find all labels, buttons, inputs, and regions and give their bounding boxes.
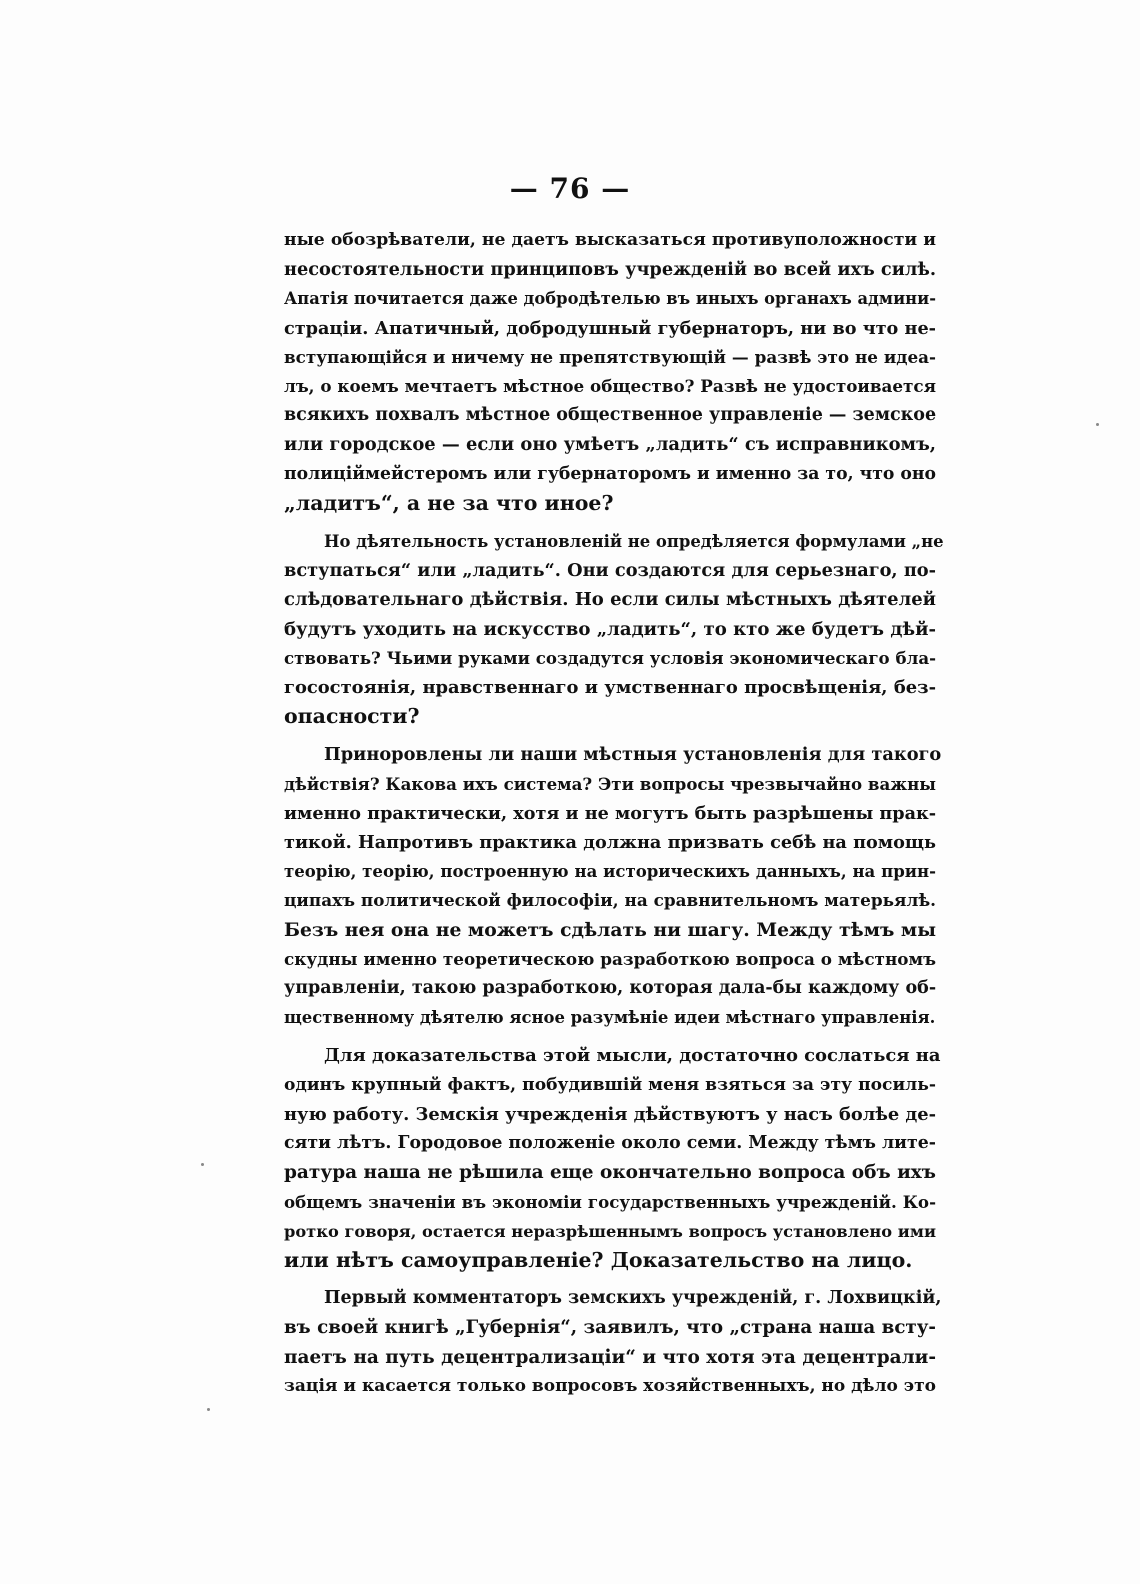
text-line: паетъ на путь децентрализаціи“ и что хотя эта децентрали- — [284, 1346, 936, 1368]
text-line: ствовать? Чьими руками создадутся условія экономическаго бла- — [284, 647, 936, 668]
text-line: зація и касается только вопросовъ хозяйственныхъ, но дѣло это — [284, 1375, 936, 1396]
text-line: общемъ значеніи въ экономіи государственныхъ учрежденій. Ко- — [284, 1191, 936, 1212]
text-line: опасности? — [284, 704, 420, 729]
text-line: ратура наша не рѣшила еще окончательно вопроса объ ихъ — [284, 1162, 936, 1184]
text-line: Приноровлены ли наши мѣстныя установленія для такого — [324, 744, 942, 766]
text-line: ные обозрѣватели, не даетъ высказаться противуположности и — [284, 230, 936, 250]
text-line: страціи. Апатичный, добродушный губернаторъ, ни во что не- — [284, 317, 936, 339]
text-line: щественному дѣятелю ясное разумѣніе идеи мѣстнаго управленія. — [284, 1008, 936, 1028]
text-line: будутъ уходить на искусство „ладить“, то кто же будетъ дѣй- — [284, 618, 936, 640]
text-line: полиціймейстеромъ или губернаторомъ и именно за то, что оно — [284, 463, 936, 484]
text-line: всякихъ похвалъ мѣстное общественное управленіе — земское — [284, 405, 937, 426]
scan-speck — [207, 1408, 210, 1411]
text-line: ную работу. Земскія учрежденія дѣйствуютъ у насъ болѣе де- — [284, 1103, 936, 1125]
text-line: Апатія почитается даже добродѣтелью въ иныхъ органахъ админи- — [284, 289, 936, 309]
body-text — [284, 226, 944, 1410]
scan-speck — [201, 1163, 204, 1166]
scan-speck — [1096, 423, 1099, 426]
text-line: слѣдовательнаго дѣйствія. Но если силы мѣстныхъ дѣятелей — [284, 589, 936, 611]
text-line: тикой. Напротивъ практика должна призвать себѣ на помощь — [284, 832, 936, 854]
text-line: въ своей книгѣ „Губернія“, заявилъ, что „страна наша всту- — [284, 1317, 936, 1339]
text-line: лъ, о коемъ мечтаетъ мѣстное общество? Развѣ не удостоивается — [284, 376, 936, 397]
text-line: или городское — если оно умѣетъ „ладить“ съ исправникомъ, — [284, 434, 936, 456]
text-line: Первый комментаторъ земскихъ учрежденій, г. Лохвицкій, — [324, 1288, 942, 1309]
paragraph-5 — [284, 1284, 942, 1401]
page-number: — 76 — — [509, 172, 631, 205]
text-line: дѣйствія? Какова ихъ система? Эти вопросы чрезвычайно важны — [284, 773, 936, 794]
text-line: ципахъ политической философіи, на сравнительномъ матерьялѣ. — [284, 890, 936, 911]
text-line: Безъ нея она не можетъ сдѣлать ни шагу. Между тѣмъ мы — [284, 918, 936, 941]
paragraph-3 — [284, 740, 942, 1032]
text-line: сяти лѣтъ. Городовое положеніе около семи. Между тѣмъ лите- — [284, 1133, 936, 1154]
text-line: вступаться“ или „ладить“. Они создаются для серьезнаго, по- — [284, 560, 936, 582]
text-line: вступающійся и ничему не препятствующій — развѣ это не идеа- — [284, 346, 936, 367]
paragraph-2 — [284, 527, 944, 731]
text-line: Для доказательства этой мысли, достаточно сослаться на — [324, 1045, 941, 1067]
paragraph-1 — [284, 226, 936, 518]
text-line: управленіи, такою разработкою, которая дала-бы каждому об- — [284, 978, 937, 999]
text-line: скудны именно теоретическою разработкою вопроса о мѣстномъ — [284, 948, 936, 969]
text-line: теорію, теорію, построенную на историческихъ данныхъ, на прин- — [284, 861, 936, 882]
text-line: одинъ крупный фактъ, побудившій меня взяться за эту посиль- — [284, 1074, 936, 1095]
text-line: „ладитъ“, а не за что иное? — [284, 490, 614, 515]
text-line: госостоянія, нравственнаго и умственнаго просвѣщенія, без- — [284, 677, 936, 699]
paragraph-4 — [284, 1041, 941, 1275]
text-line: или нѣтъ самоуправленіе? Доказательство на лицо. — [284, 1247, 913, 1272]
text-line: именно практически, хотя и не могутъ быть разрѣшены прак- — [284, 802, 936, 824]
text-line: Но дѣятельность установленій не опредѣляется формулами „не — [324, 532, 944, 552]
text-line: ротко говоря, остается неразрѣшеннымъ вопросъ установлено ими — [284, 1221, 936, 1241]
text-line: несостоятельности принциповъ учрежденій во всей ихъ силѣ. — [284, 259, 936, 281]
